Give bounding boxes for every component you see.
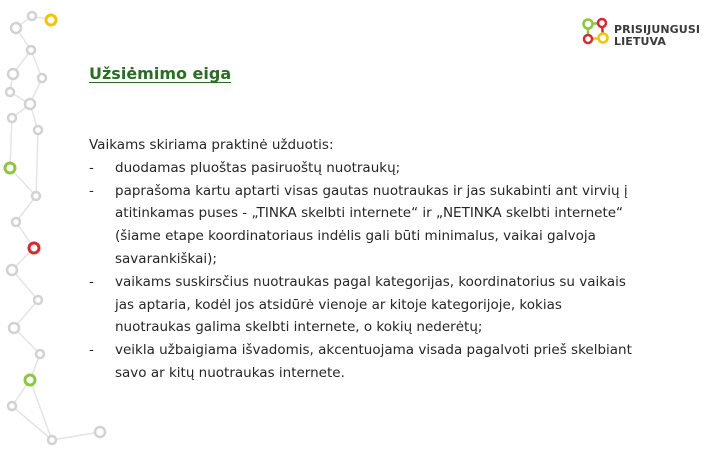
network-node xyxy=(7,265,17,275)
network-node xyxy=(5,163,15,173)
bullet-line: jas aptaria, kodėl jos atsidūrė vienoje ar kitoje kategorijoje, kokias xyxy=(115,296,562,313)
network-link xyxy=(10,118,12,168)
intro-text: Vaikams skiriama praktinė užduotis: xyxy=(89,137,334,153)
bullet-dash: - xyxy=(89,182,94,199)
network-node xyxy=(46,15,56,25)
slide-title: Užsiėmimo eiga xyxy=(89,64,232,83)
logo-text-line-1: PRISIJUNGUSI xyxy=(614,23,701,36)
network-node xyxy=(34,296,42,304)
bullet-line: vaikams suskirsčius nuotraukas pagal kategorijas, koordinatorius su vaikais xyxy=(115,273,626,290)
network-link xyxy=(36,130,38,196)
network-node xyxy=(8,69,18,79)
network-node xyxy=(9,323,19,333)
network-node xyxy=(8,402,16,410)
network-node xyxy=(6,88,14,96)
network-node xyxy=(32,192,40,200)
bullet-item xyxy=(89,157,679,180)
bullet-line: savo ar kitų nuotraukas internete. xyxy=(115,364,345,381)
network-node xyxy=(8,114,16,122)
bullet-line: duodamas pluoštas pasiruoštų nuotraukų; xyxy=(115,159,401,176)
bullet-dash: - xyxy=(89,159,94,176)
bullet-dash: - xyxy=(89,273,94,290)
bullet-dash: - xyxy=(89,342,94,359)
bullet-line: atitinkamas puses - „TINKA skelbti internete“ ir „NETINKA skelbti internete“ xyxy=(115,205,624,222)
bullet-line: nuotraukas galima skelbti internete, o kokių nederėtų; xyxy=(115,319,483,336)
network-node xyxy=(48,436,56,444)
network-node xyxy=(12,218,20,226)
network-node xyxy=(27,46,35,54)
logo-mark-icon xyxy=(578,14,612,48)
bullet-line: veikla užbaigiama išvadomis, akcentuojama visada pagalvoti prieš skelbiant xyxy=(115,342,632,359)
bullet-item xyxy=(89,339,679,385)
slide-body xyxy=(89,134,679,385)
network-link xyxy=(52,432,100,440)
bullet-list xyxy=(89,157,679,385)
network-node xyxy=(38,74,46,82)
bullet-line: savarankiškai); xyxy=(115,250,217,267)
network-node xyxy=(34,126,42,134)
bullet-item xyxy=(89,180,679,271)
bullet-item xyxy=(89,271,679,339)
bullet-line: paprašoma kartu aptarti visas gautas nuotraukas ir jas sukabinti ant virvių į xyxy=(115,182,628,199)
network-node xyxy=(28,12,36,20)
logo-text-line-2: LIETUVA xyxy=(614,35,667,48)
network-node xyxy=(29,243,39,253)
network-node xyxy=(36,350,44,358)
prisijungusi-lietuva-logo xyxy=(578,14,710,50)
network-node xyxy=(25,99,35,109)
network-node xyxy=(95,427,105,437)
bullet-line: (šiame etape koordinatoriaus indėlis gali būti minimalus, vaikai galvoja xyxy=(115,228,596,245)
network-node xyxy=(25,375,35,385)
network-node xyxy=(11,23,21,33)
